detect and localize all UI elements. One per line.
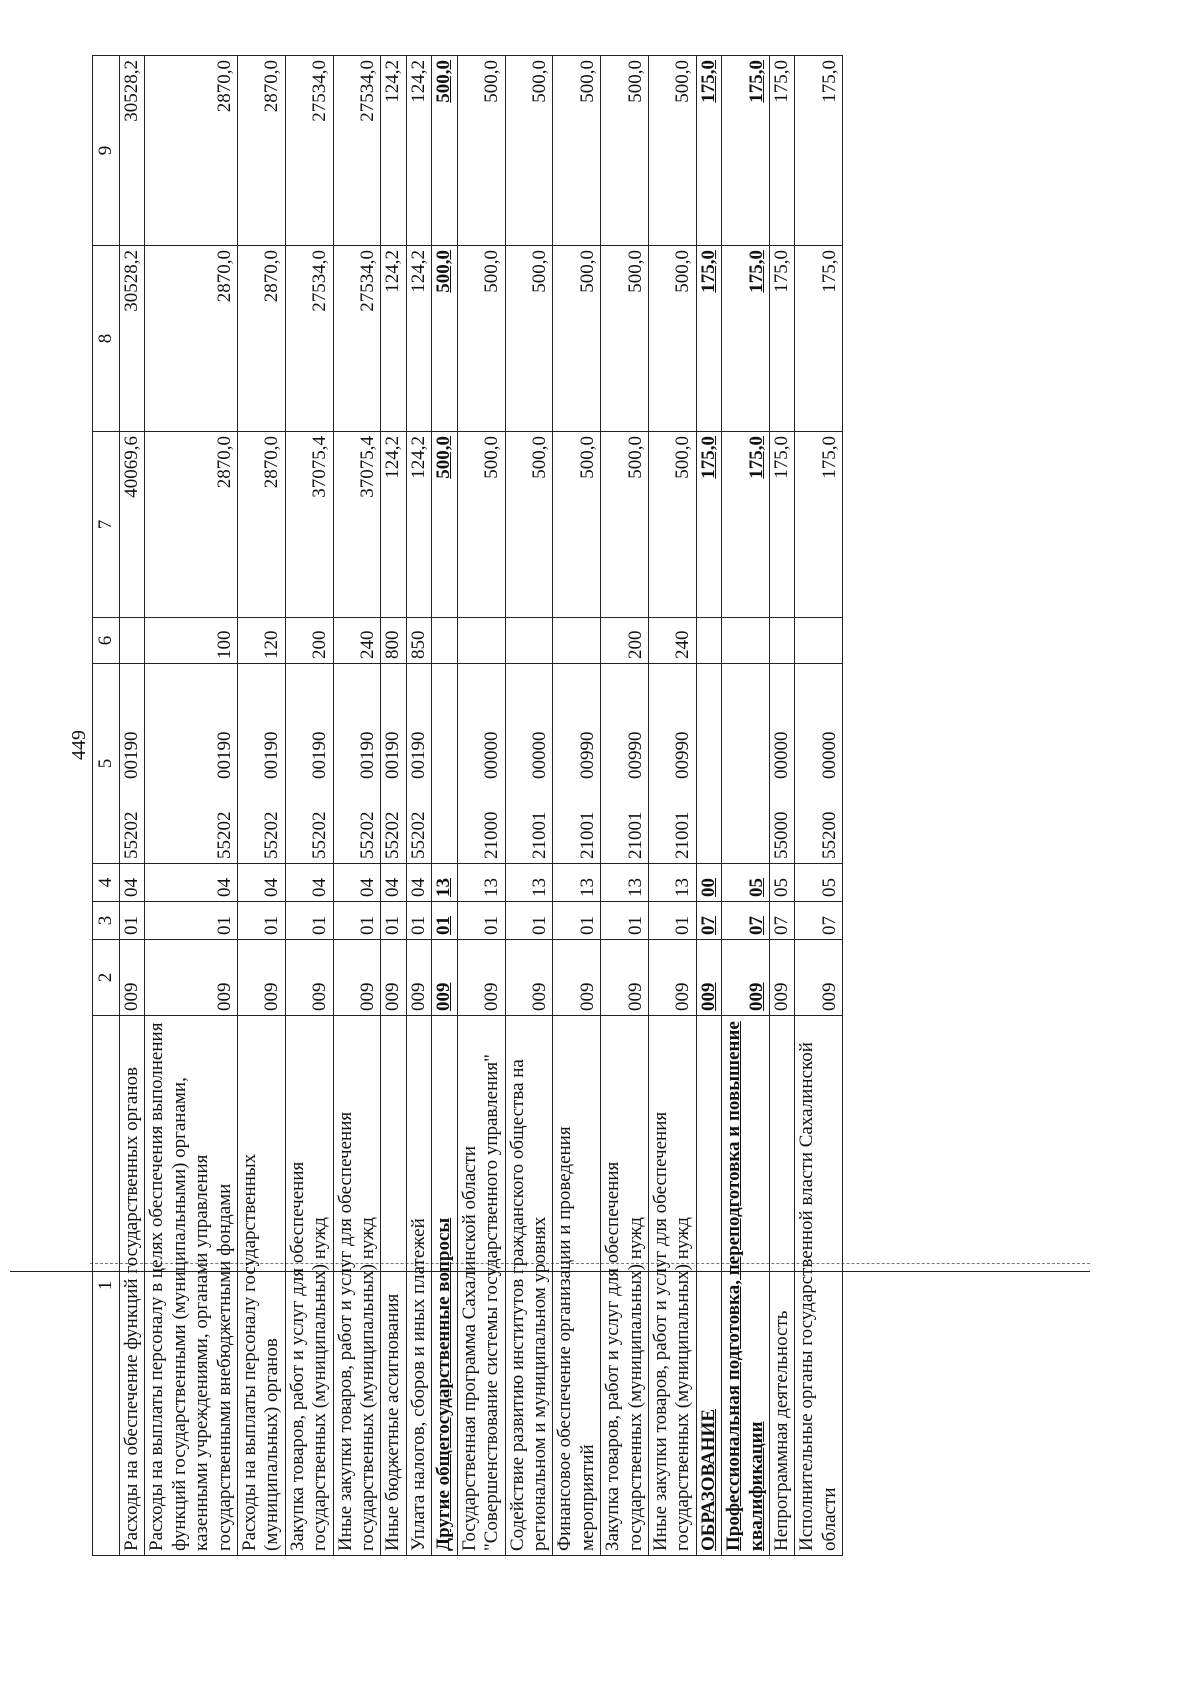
amount-col9-cell: 2870,0 <box>145 56 238 246</box>
target-article-cell <box>406 664 431 864</box>
target-article-cell <box>381 664 406 864</box>
target-article-cell <box>285 664 333 864</box>
amount-col8-cell: 500,0 <box>601 246 649 432</box>
amount-col9-cell: 500,0 <box>457 56 505 246</box>
ved-code-cell: 009 <box>648 940 696 1016</box>
ved-code-cell: 009 <box>406 940 431 1016</box>
section-code-cell: 01 <box>553 902 601 940</box>
row-name-cell: Закупка товаров, работ и услуг для обеспечения государственных (муниципальных) нужд <box>285 1016 333 1556</box>
table-row <box>381 56 406 1556</box>
target-article-part2: 00000 <box>770 731 792 779</box>
amount-col7-cell: 500,0 <box>432 432 457 618</box>
amount-col9-cell: 124,2 <box>406 56 431 246</box>
table-row <box>769 56 794 1556</box>
amount-col8-cell: 2870,0 <box>145 246 238 432</box>
expense-type-cell <box>432 618 457 664</box>
amount-col7-cell: 500,0 <box>553 432 601 618</box>
target-article-cell <box>238 664 286 864</box>
amount-col8-cell: 175,0 <box>696 246 721 432</box>
header-cell-4: 4 <box>93 864 120 902</box>
target-article-part2: 00190 <box>261 731 283 779</box>
expense-type-cell <box>722 618 770 664</box>
target-article-cell <box>145 664 238 864</box>
amount-col9-cell: 500,0 <box>648 56 696 246</box>
section-code-cell: 01 <box>145 902 238 940</box>
target-article-part2: 00190 <box>407 731 429 779</box>
row-name-cell: Иные бюджетные ассигнования <box>381 1016 406 1556</box>
header-cell-6: 6 <box>93 618 120 664</box>
table-row <box>145 56 238 1556</box>
table-row <box>457 56 505 1556</box>
target-article-part1: 55202 <box>261 811 283 859</box>
expense-type-cell <box>696 618 721 664</box>
amount-col7-cell: 2870,0 <box>145 432 238 618</box>
section-code-cell: 01 <box>457 902 505 940</box>
target-article-part1: 55202 <box>382 811 404 859</box>
amount-col8-cell: 2870,0 <box>238 246 286 432</box>
expense-type-cell: 200 <box>601 618 649 664</box>
ved-code-cell: 009 <box>696 940 721 1016</box>
target-article-cell <box>648 664 696 864</box>
expense-type-cell <box>553 618 601 664</box>
section-code-cell: 01 <box>238 902 286 940</box>
row-name-cell: Профессиональная подготовка, переподготовка и повышение квалификации <box>722 1016 770 1556</box>
target-article-part2: 00190 <box>121 731 142 779</box>
budget-table <box>92 55 843 1556</box>
amount-col7-cell: 2870,0 <box>238 432 286 618</box>
target-article-part1: 55202 <box>121 811 142 859</box>
target-article-part1: 21001 <box>624 811 646 859</box>
target-article-part2: 00190 <box>309 731 331 779</box>
expense-type-cell: 800 <box>381 618 406 664</box>
row-name-cell: Непрограммная деятельность <box>769 1016 794 1556</box>
section-code-cell: 01 <box>505 902 553 940</box>
amount-col8-cell: 500,0 <box>505 246 553 432</box>
expense-type-cell <box>795 618 843 664</box>
expense-type-cell: 240 <box>333 618 381 664</box>
ved-code-cell: 009 <box>601 940 649 1016</box>
target-article-cell <box>333 664 381 864</box>
row-name-cell: Иные закупки товаров, работ и услуг для обеспечения государственных (муниципальных) нужд <box>333 1016 381 1556</box>
section-code-cell: 07 <box>795 902 843 940</box>
amount-col8-cell: 500,0 <box>553 246 601 432</box>
section-code-cell: 07 <box>722 902 770 940</box>
target-article-part2: 00190 <box>382 731 404 779</box>
subsection-code-cell: 04 <box>145 864 238 902</box>
amount-col9-cell: 500,0 <box>601 56 649 246</box>
amount-col8-cell: 30528,2 <box>120 246 145 432</box>
amount-col9-cell: 500,0 <box>553 56 601 246</box>
subsection-code-cell: 13 <box>432 864 457 902</box>
header-cell-3: 3 <box>93 902 120 940</box>
row-name-cell: Уплата налогов, сборов и иных платежей <box>406 1016 431 1556</box>
section-code-cell: 07 <box>696 902 721 940</box>
target-article-part2: 00000 <box>481 731 503 779</box>
subsection-code-cell: 13 <box>457 864 505 902</box>
amount-col8-cell: 27534,0 <box>285 246 333 432</box>
target-article-part1: 21001 <box>672 811 694 859</box>
target-article-part2: 00000 <box>528 731 550 779</box>
amount-col9-cell: 124,2 <box>381 56 406 246</box>
amount-col9-cell: 27534,0 <box>333 56 381 246</box>
expense-type-cell <box>120 618 145 664</box>
subsection-code-cell: 13 <box>505 864 553 902</box>
target-article-cell <box>457 664 505 864</box>
section-code-cell: 01 <box>333 902 381 940</box>
table-row <box>601 56 649 1556</box>
amount-col9-cell: 175,0 <box>722 56 770 246</box>
table-row <box>406 56 431 1556</box>
ved-code-cell: 009 <box>432 940 457 1016</box>
amount-col7-cell: 40069,6 <box>120 432 145 618</box>
table-row <box>238 56 286 1556</box>
row-name-cell: Расходы на выплаты персоналу государственных (муниципальных) органов <box>238 1016 286 1556</box>
row-name-cell: Другие общегосударственные вопросы <box>432 1016 457 1556</box>
target-article-part1: 55202 <box>309 811 331 859</box>
table-row <box>432 56 457 1556</box>
expense-type-cell: 120 <box>238 618 286 664</box>
ved-code-cell: 009 <box>795 940 843 1016</box>
page-number: 449 <box>68 730 90 760</box>
amount-col9-cell: 175,0 <box>769 56 794 246</box>
section-code-cell: 07 <box>769 902 794 940</box>
ved-code-cell: 009 <box>120 940 145 1016</box>
header-cell-2: 2 <box>93 940 120 1016</box>
ved-code-cell: 009 <box>553 940 601 1016</box>
subsection-code-cell: 04 <box>238 864 286 902</box>
table-row <box>648 56 696 1556</box>
subsection-code-cell: 04 <box>285 864 333 902</box>
amount-col7-cell: 500,0 <box>505 432 553 618</box>
subsection-code-cell: 04 <box>406 864 431 902</box>
amount-col8-cell: 500,0 <box>457 246 505 432</box>
amount-col8-cell: 124,2 <box>381 246 406 432</box>
amount-col7-cell: 175,0 <box>795 432 843 618</box>
section-code-cell: 01 <box>381 902 406 940</box>
target-article-part1: 55202 <box>407 811 429 859</box>
amount-col7-cell: 124,2 <box>381 432 406 618</box>
row-name-cell: Исполнительные органы государственной власти Сахалинской области <box>795 1016 843 1556</box>
amount-col7-cell: 500,0 <box>457 432 505 618</box>
expense-type-cell: 200 <box>285 618 333 664</box>
amount-col9-cell: 27534,0 <box>285 56 333 246</box>
amount-col7-cell: 175,0 <box>722 432 770 618</box>
ved-code-cell: 009 <box>457 940 505 1016</box>
subsection-code-cell: 04 <box>333 864 381 902</box>
ved-code-cell: 009 <box>505 940 553 1016</box>
table-row <box>333 56 381 1556</box>
target-article-cell <box>722 664 770 864</box>
target-article-part2: 00990 <box>672 731 694 779</box>
expense-type-cell <box>457 618 505 664</box>
target-article-part2: 00190 <box>357 731 379 779</box>
header-cell-8: 8 <box>93 246 120 432</box>
header-row <box>93 56 120 1556</box>
target-article-part1: 55000 <box>770 811 792 859</box>
expense-type-cell <box>769 618 794 664</box>
header-cell-9: 9 <box>93 56 120 246</box>
expense-type-cell: 240 <box>648 618 696 664</box>
row-name-cell: ОБРАЗОВАНИЕ <box>696 1016 721 1556</box>
header-cell-5: 5 <box>93 664 120 864</box>
target-article-part1: 55202 <box>213 811 235 859</box>
target-article-part1: 55202 <box>357 811 379 859</box>
section-code-cell: 01 <box>601 902 649 940</box>
section-code-cell: 01 <box>432 902 457 940</box>
target-article-cell <box>553 664 601 864</box>
amount-col7-cell: 37075,4 <box>285 432 333 618</box>
target-article-cell <box>696 664 721 864</box>
amount-col8-cell: 27534,0 <box>333 246 381 432</box>
row-name-cell: Расходы на выплаты персоналу в целях обеспечения выполнения функций государственными (муниципальными) органами, казенными учреждениями, органами управления государственными внебюджетными фондами <box>145 1016 238 1556</box>
subsection-code-cell: 04 <box>120 864 145 902</box>
section-code-cell: 01 <box>648 902 696 940</box>
table-row <box>696 56 721 1556</box>
table-row <box>120 56 145 1556</box>
amount-col8-cell: 175,0 <box>769 246 794 432</box>
rotated-page <box>92 56 1164 1556</box>
amount-col8-cell: 124,2 <box>406 246 431 432</box>
row-name-cell: Расходы на обеспечение функций государственных органов <box>120 1016 145 1556</box>
amount-col9-cell: 500,0 <box>505 56 553 246</box>
expense-type-cell <box>505 618 553 664</box>
target-article-part1: 21001 <box>528 811 550 859</box>
table-row <box>722 56 770 1556</box>
amount-col9-cell: 175,0 <box>795 56 843 246</box>
table-row <box>285 56 333 1556</box>
subsection-code-cell: 13 <box>601 864 649 902</box>
target-article-part2: 00000 <box>818 731 840 779</box>
section-code-cell: 01 <box>406 902 431 940</box>
amount-col7-cell: 175,0 <box>696 432 721 618</box>
subsection-code-cell: 13 <box>648 864 696 902</box>
amount-col7-cell: 124,2 <box>406 432 431 618</box>
row-name-cell: Иные закупки товаров, работ и услуг для обеспечения государственных (муниципальных) нужд <box>648 1016 696 1556</box>
table-body <box>120 56 843 1556</box>
target-article-cell <box>601 664 649 864</box>
target-article-cell <box>120 664 145 864</box>
amount-col8-cell: 175,0 <box>795 246 843 432</box>
row-name-cell: Государственная программа Сахалинской области "Совершенствование системы государственного управления" <box>457 1016 505 1556</box>
expense-type-cell: 100 <box>145 618 238 664</box>
row-name-cell: Содействие развитию институтов гражданского общества на региональном и муниципальном уровнях <box>505 1016 553 1556</box>
subsection-code-cell: 05 <box>722 864 770 902</box>
target-article-part1: 21000 <box>481 811 503 859</box>
amount-col8-cell: 500,0 <box>432 246 457 432</box>
ved-code-cell: 009 <box>145 940 238 1016</box>
target-article-cell <box>505 664 553 864</box>
section-code-cell: 01 <box>285 902 333 940</box>
target-article-part2: 00990 <box>576 731 598 779</box>
table-row <box>795 56 843 1556</box>
ved-code-cell: 009 <box>333 940 381 1016</box>
header-cell-1: 1 <box>93 1016 120 1556</box>
ved-code-cell: 009 <box>381 940 406 1016</box>
section-code-cell: 01 <box>120 902 145 940</box>
subsection-code-cell: 04 <box>381 864 406 902</box>
amount-col7-cell: 500,0 <box>648 432 696 618</box>
ved-code-cell: 009 <box>285 940 333 1016</box>
target-article-part1: 21001 <box>576 811 598 859</box>
subsection-code-cell: 05 <box>769 864 794 902</box>
ved-code-cell: 009 <box>769 940 794 1016</box>
subsection-code-cell: 13 <box>553 864 601 902</box>
ved-code-cell: 009 <box>722 940 770 1016</box>
target-article-cell <box>432 664 457 864</box>
table-row <box>553 56 601 1556</box>
header-cell-7: 7 <box>93 432 120 618</box>
row-name-cell: Финансовое обеспечение организации и проведения мероприятий <box>553 1016 601 1556</box>
subsection-code-cell: 05 <box>795 864 843 902</box>
amount-col7-cell: 500,0 <box>601 432 649 618</box>
ved-code-cell: 009 <box>238 940 286 1016</box>
amount-col9-cell: 30528,2 <box>120 56 145 246</box>
amount-col9-cell: 500,0 <box>432 56 457 246</box>
target-article-part1: 55200 <box>818 811 840 859</box>
target-article-cell <box>795 664 843 864</box>
amount-col7-cell: 175,0 <box>769 432 794 618</box>
expense-type-cell: 850 <box>406 618 431 664</box>
amount-col8-cell: 500,0 <box>648 246 696 432</box>
target-article-part2: 00190 <box>213 731 235 779</box>
amount-col8-cell: 175,0 <box>722 246 770 432</box>
target-article-part2: 00990 <box>624 731 646 779</box>
target-article-cell <box>769 664 794 864</box>
amount-col9-cell: 2870,0 <box>238 56 286 246</box>
table-row <box>505 56 553 1556</box>
row-name-cell: Закупка товаров, работ и услуг для обеспечения государственных (муниципальных) нужд <box>601 1016 649 1556</box>
subsection-code-cell: 00 <box>696 864 721 902</box>
amount-col7-cell: 37075,4 <box>333 432 381 618</box>
amount-col9-cell: 175,0 <box>696 56 721 246</box>
